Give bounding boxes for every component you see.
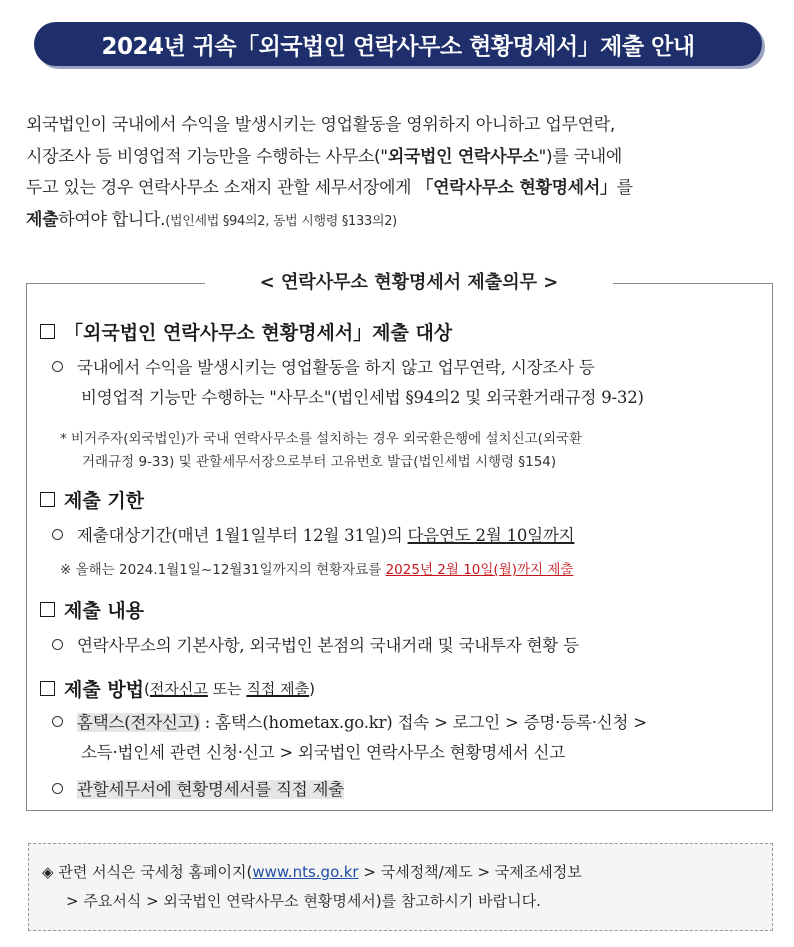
checkbox-square-icon [40,492,55,507]
method-sub: ( [144,679,150,698]
reference-note [42,858,762,916]
list-item [52,708,768,768]
section-heading-text: 제출 기한 [64,490,145,512]
intro-paragraph [26,110,782,237]
deadline-emphasis: 다음연도 2월 10일까지 [407,526,575,545]
checkbox-square-icon [40,602,55,617]
circle-bullet-icon [52,716,63,727]
method-sub: 또는 [207,680,247,698]
checkbox-square-icon [40,681,55,696]
footnote [60,559,766,582]
list-item [52,775,768,805]
section-target-heading [40,318,452,345]
intro-text: 를 [616,178,633,198]
item-text: 제출대상기간(매년 1월1일부터 12월 31일)의 [77,526,408,545]
circle-bullet-icon [52,529,63,540]
checkbox-square-icon [40,324,55,339]
intro-bold: 외국법인 연락사무소 [387,146,539,167]
footer-text: > 국세정책/제도 > 국제조세정보 [358,863,582,881]
method-sub: ) [309,679,315,698]
nts-website-link[interactable]: www.nts.go.kr [252,863,359,881]
method-sub-electronic: 전자신고 [149,680,208,698]
method-sub-direct: 직접 제출 [246,680,310,698]
list-item [52,353,768,413]
intro-text: 하여야 합니다. [58,209,166,230]
section-heading-text: 제출 내용 [64,600,145,622]
item-text: 관할세무서에 현황명세서를 직접 제출 [77,780,344,799]
item-text: 소득·법인세 관련 신청·신고 > 외국법인 연락사무소 현황명세서 신고 [81,743,565,762]
item-text: : 홈택스(hometax.go.kr) 접속 > 로그인 > 증명·등록·신청 > [199,713,647,732]
item-text: 비영업적 기능만 수행하는 "사무소"(법인세법 §94의2 및 외국환거래규정 9-32) [81,388,644,407]
footer-text: > 주요서식 > 외국법인 연락사무소 현황명세서)를 참고하시기 바랍니다. [66,892,541,910]
section-heading-text: 「외국법인 연락사무소 현황명세서」제출 대상 [64,322,453,344]
note-text: 거래규정 9-33) 및 관할세무서장으로부터 고유번호 발급(법인세법 시행령 §154) [82,454,557,470]
legal-reference: (법인세법 §94의2, 동법 시행령 §133의2) [165,213,397,229]
section-deadline-heading [40,486,144,513]
diamond-icon: ◈ [42,863,54,881]
intro-text: ")를 국내에 [538,146,622,167]
footer-text: 관련 서식은 국세청 홈페이지( [58,863,253,881]
intro-line: 외국법인이 국내에서 수익을 발생시키는 영업활동을 영위하지 아니하고 업무연락, [26,115,615,135]
page-title: 2024년 귀속「외국법인 연락사무소 현황명세서」제출 안내 [34,22,762,66]
box-title: < 연락사무소 현황명세서 제출의무 > [205,270,613,296]
intro-text: 시장조사 등 비영업적 기능만을 수행하는 사무소(" [26,146,388,167]
intro-bold: 「연락사무소 현황명세서」 [416,178,617,198]
circle-bullet-icon [52,639,63,650]
deadline-date-highlight: 2025년 2월 10일(월)까지 제출 [385,562,574,578]
intro-bold: 제출 [26,209,59,230]
note-text: * 비거주자(외국법인)가 국내 연락사무소를 설치하는 경우 외국환은행에 설치신고(외국환 [60,431,583,447]
item-text: 연락사무소의 기본사항, 외국법인 본점의 국내거래 및 국내투자 현황 등 [77,636,579,655]
item-text: 국내에서 수익을 발생시키는 영업활동을 하지 않고 업무연락, 시장조사 등 [77,358,595,377]
section-method-heading [40,675,315,702]
footnote [60,428,766,474]
circle-bullet-icon [52,783,63,794]
hometax-label: 홈택스(전자신고) [77,713,200,732]
note-text: ※ 올해는 2024.1월1일~12월31일까지의 현황자료를 [60,562,386,578]
list-item [52,521,768,551]
section-heading-text: 제출 방법 [64,679,145,701]
list-item [52,631,768,661]
intro-text: 두고 있는 경우 연락사무소 소재지 관할 세무서장에게 [26,178,417,198]
circle-bullet-icon [52,361,63,372]
section-content-heading [40,596,144,623]
